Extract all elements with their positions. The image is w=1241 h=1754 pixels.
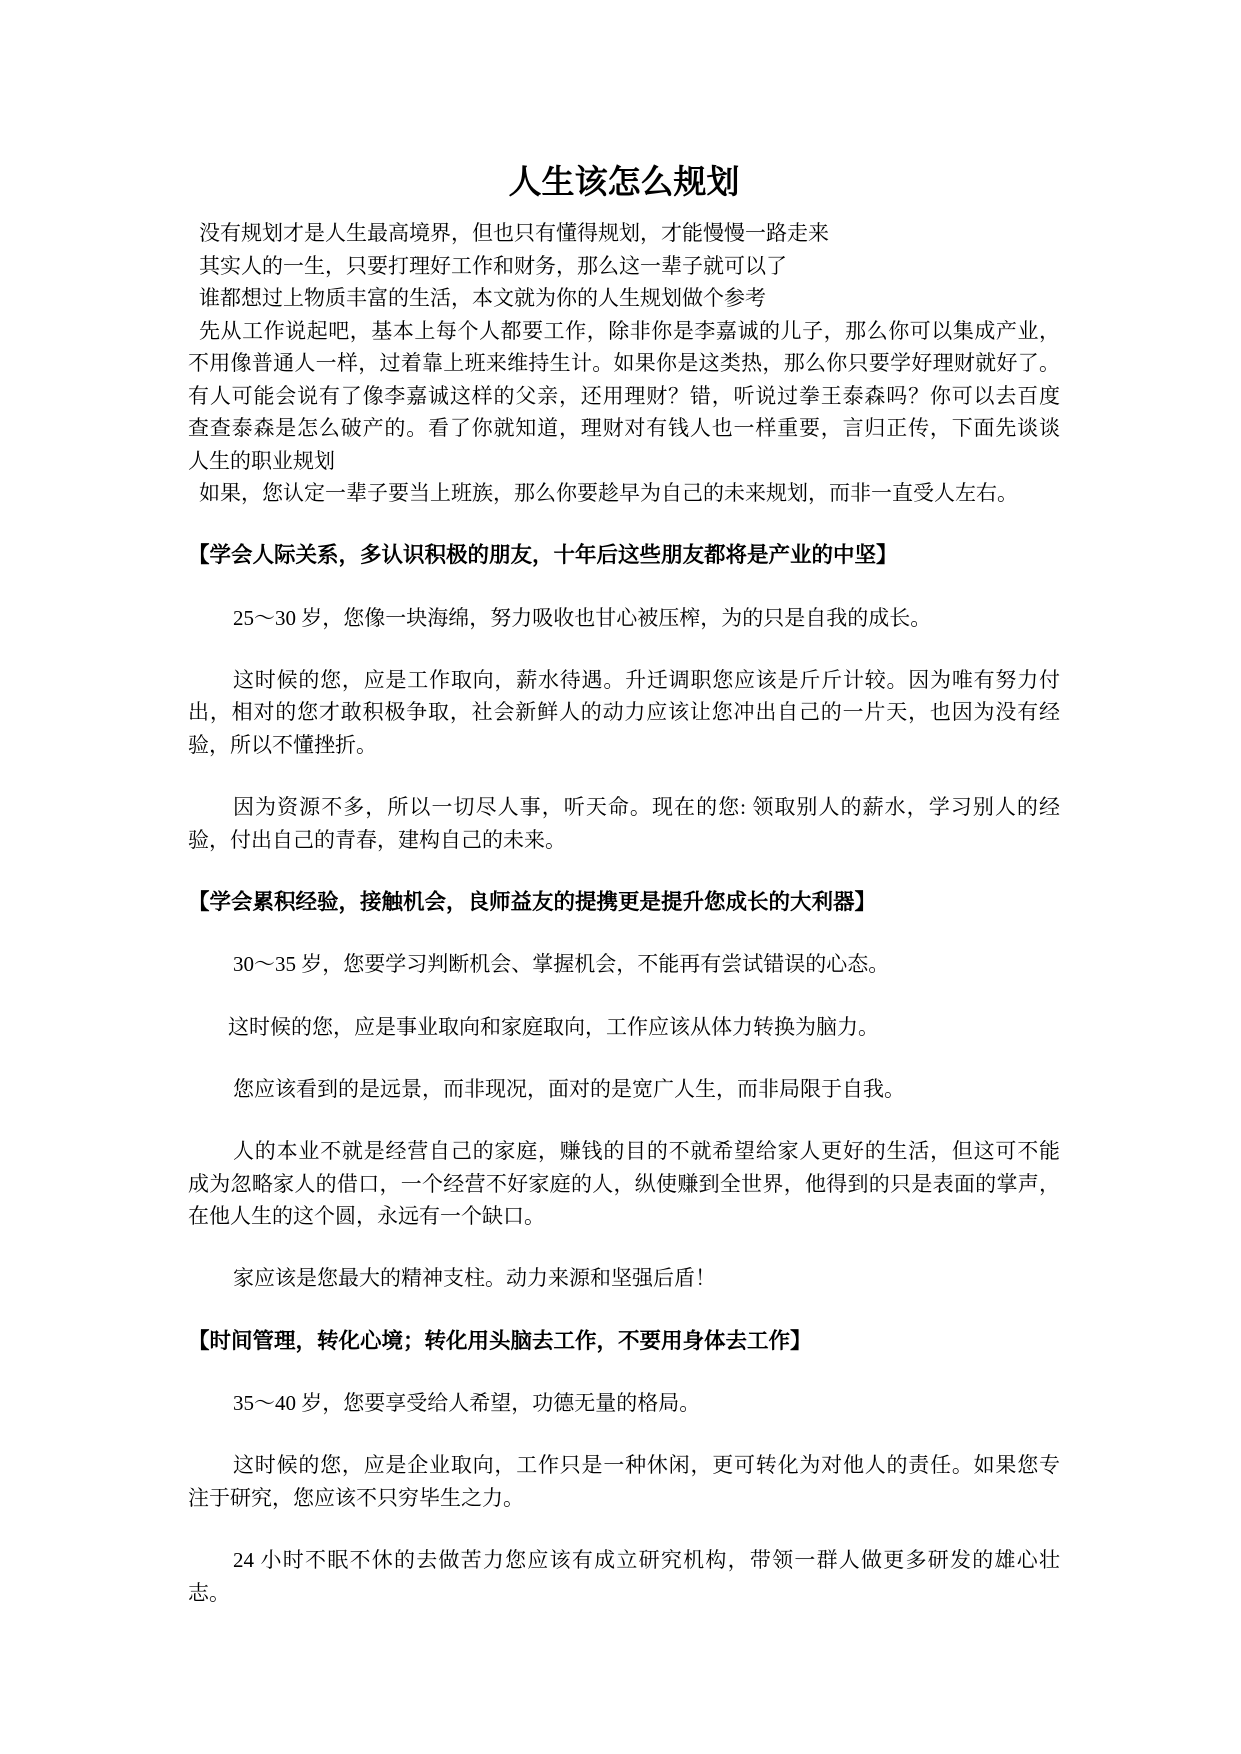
body-paragraph [188, 1544, 1060, 1609]
section-heading: 【时间管理，转化心境；转化用头脑去工作，不要用身体去工作】 [188, 1328, 812, 1353]
text-line: 这时候的您，应是工作取向，薪水待遇。升迁调职您应该是斤斤计较。因为唯有努力付 [233, 667, 1060, 692]
text-line: 没有规划才是人生最高境界，但也只有懂得规划，才能慢慢一路走来 [199, 221, 829, 245]
intro-paragraph [188, 250, 1060, 283]
section [188, 886, 1060, 1295]
text-line: 25～30 岁，您像一块海绵，努力吸收也甘心被压榨，为的只是自我的成长。 [233, 605, 932, 630]
text-line: 先从工作说起吧，基本上每个人都要工作，除非你是李嘉诚的儿子，那么你可以集成产业， [199, 318, 1060, 343]
text-line: 其实人的一生，只要打理好工作和财务，那么这一辈子就可以了 [199, 253, 787, 278]
document-title: 人生该怎么规划 [508, 165, 740, 201]
text-line: 这时候的您，应是事业取向和家庭取向，工作应该从体力转换为脑力。 [228, 1014, 879, 1039]
text-line: 志。 [188, 1580, 230, 1605]
text-line: 35～40 岁，您要享受给人希望，功德无量的格局。 [233, 1391, 701, 1416]
section-heading: 【学会累积经验，接触机会，良师益友的提携更是提升您成长的大利器】 [188, 889, 877, 914]
text-line: 在他人生的这个圆，永远有一个缺口。 [188, 1204, 545, 1229]
body-paragraph [188, 1135, 1060, 1233]
section [188, 1325, 1060, 1609]
body-paragraph [188, 1387, 1060, 1420]
body-paragraph [188, 664, 1060, 762]
text-line: 您应该看到的是远景，而非现况，面对的是宽广人生，而非局限于自我。 [233, 1076, 905, 1101]
text-line: 出，相对的您才敢积极争取，社会新鲜人的动力应该让您冲出自己的一片天，也因为没有经 [188, 700, 1060, 725]
text-line: 验，付出自己的青春，建构自己的未来。 [188, 827, 566, 852]
text-line: 30～35 岁，您要学习判断机会、掌握机会，不能再有尝试错误的心态。 [233, 952, 890, 977]
text-line: 人生的职业规划 [188, 448, 335, 473]
text-line: 24 小时不眠不休的去做苦力您应该有成立研究机构，带领一群人做更多研发的雄心壮 [233, 1548, 1060, 1573]
text-line: 注于研究，您应该不只穷毕生之力。 [188, 1485, 524, 1510]
document-body [188, 163, 1060, 1609]
body-paragraph [188, 1073, 1060, 1106]
text-line: 因为资源不多，所以一切尽人事，听天命。现在的您: 领取别人的薪水，学习别人的经 [233, 795, 1060, 820]
section [188, 539, 1060, 856]
intro-paragraph [188, 477, 1060, 510]
intro-paragraph [188, 315, 1060, 478]
body-paragraph [188, 602, 1060, 635]
body-paragraph [188, 791, 1060, 856]
intro [188, 217, 1060, 510]
text-line: 有人可能会说有了像李嘉诚这样的父亲，还用理财？错，听说过拳王泰森吗？你可以去百度 [188, 383, 1060, 408]
text-line: 查查泰森是怎么破产的。看了你就知道，理财对有钱人也一样重要，言归正传，下面先谈谈 [188, 416, 1060, 440]
body-paragraph [188, 1011, 1060, 1044]
text-line: 这时候的您，应是企业取向，工作只是一种休闲，更可转化为对他人的责任。如果您专 [233, 1453, 1060, 1478]
text-line: 谁都想过上物质丰富的生活，本文就为你的人生规划做个参考 [199, 286, 766, 310]
section-heading: 【学会人际关系，多认识积极的朋友，十年后这些朋友都将是产业的中坚】 [188, 543, 898, 568]
text-line: 家应该是您最大的精神支柱。动力来源和坚强后盾！ [233, 1266, 716, 1291]
text-line: 人的本业不就是经营自己的家庭，赚钱的目的不就希望给家人更好的生活，但这可不能 [233, 1139, 1060, 1164]
text-line: 如果，您认定一辈子要当上班族，那么你要趁早为自己的未来规划，而非一直受人左右。 [199, 481, 1018, 505]
intro-paragraph [188, 282, 1060, 315]
text-line: 成为忽略家人的借口，一个经营不好家庭的人，纵使赚到全世界，他得到的只是表面的掌声， [188, 1171, 1060, 1196]
body-paragraph [188, 1449, 1060, 1514]
body-paragraph [188, 948, 1060, 981]
intro-paragraph [188, 217, 1060, 250]
text-line: 不用像普通人一样，过着靠上班来维持生计。如果你是这类热，那么你只要学好理财就好了。 [188, 351, 1060, 375]
text-line: 验，所以不懂挫折。 [188, 732, 377, 757]
body-paragraph [188, 1262, 1060, 1295]
